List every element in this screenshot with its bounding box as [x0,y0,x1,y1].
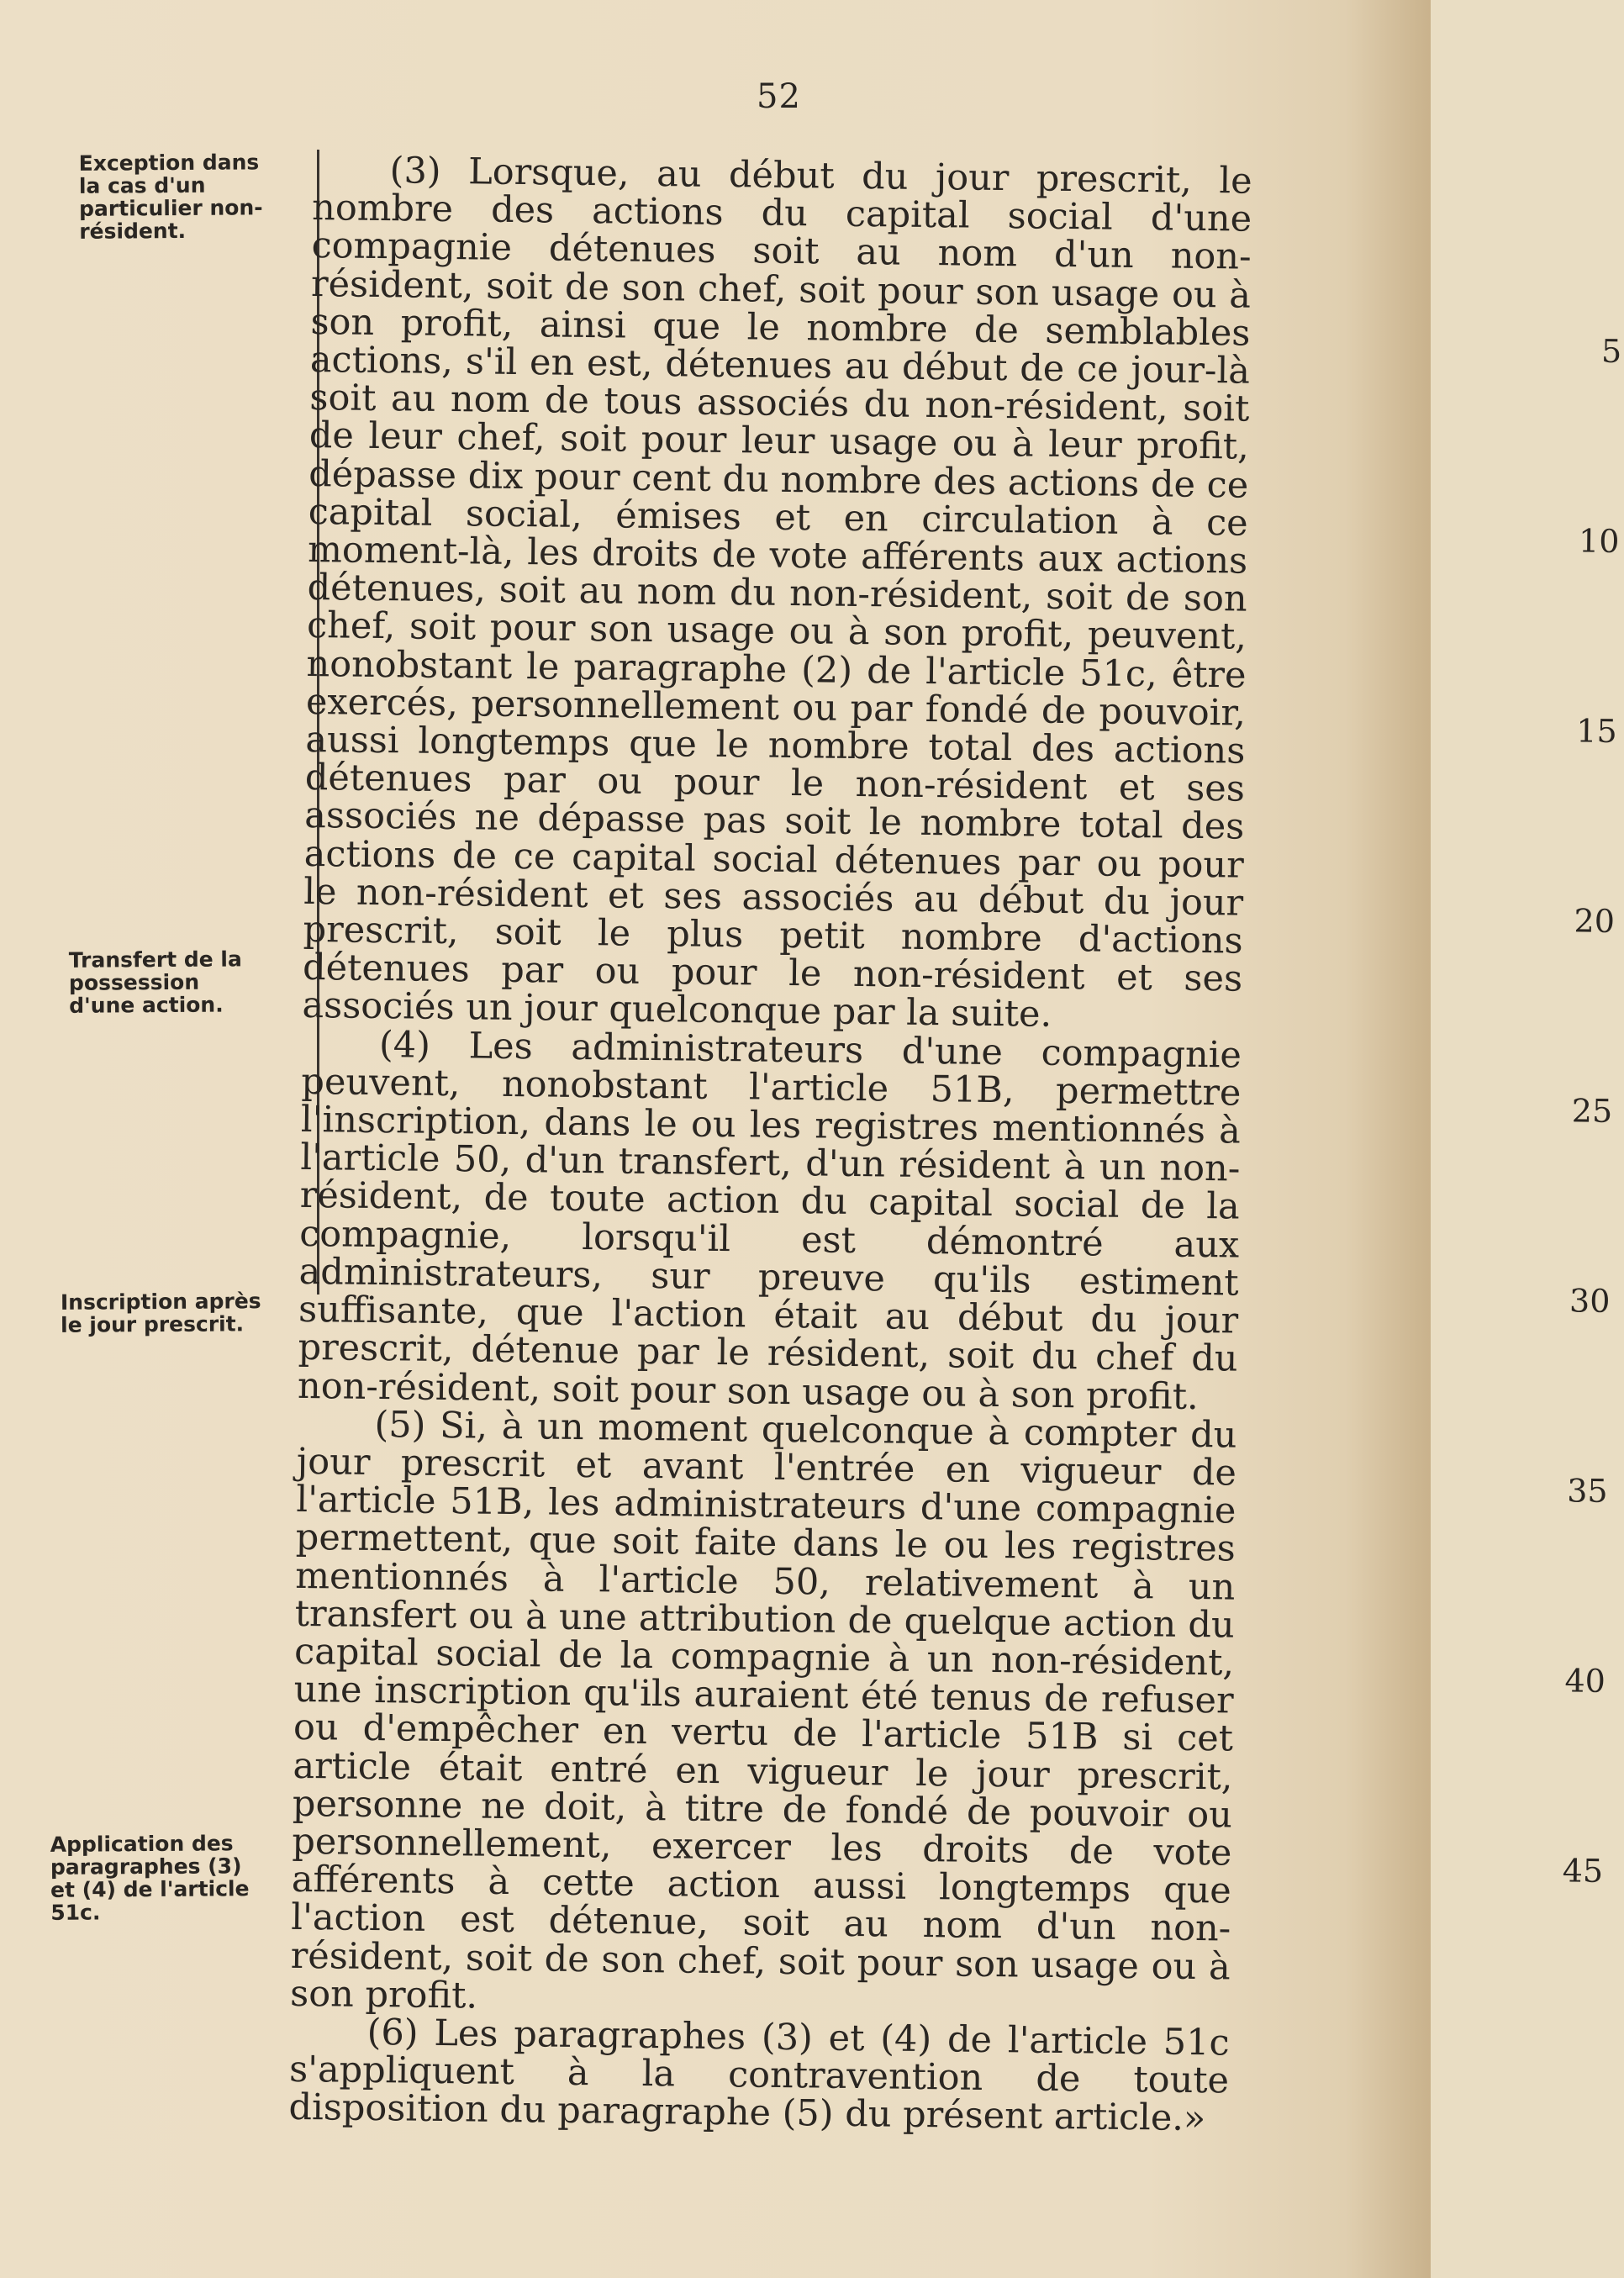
margin-note-inscription: Inscription après le jour prescrit. [60,1289,261,1337]
margin-note-application: Application des paragraphes (3) et (4) de l'article 51c. [50,1831,250,1925]
line-number: 30 [1569,1282,1611,1320]
paragraph-3: (3) Lorsque, au début du jour prescrit, le nombre des actions du capital social d'une compagnie détenues soit au nom d'un non-résident, soit de son chef, soit pour son usage ou à son profit, ainsi que le nombre de semblables actions, s'il en est, détenues au début de ce jour-là soit au nom de tous associés du non-résident, soit de leur chef, soit pour leur usage ou à leur profit, dépasse dix pour cent du nombre des actions de ce capital social, émises et en circulation à ce moment-là, les droits de vote afférents aux actions détenues, soit au nom du non-résident, soit de son chef, soit pour son usage ou à son profit, peuvent, nonobstant le paragraphe (2) de l'article 51c, être exercés, personnellement ou par fondé de pouvoir, aussi longtemps que le nombre total des actions détenues par ou pour le non-résident et ses associés ne dépasse pas soit le nombre total des actions de ce capital social détenues par ou pour le non-résident et ses associés au début du jour prescrit, soit le plus petit nombre d'actions détenues par ou pour le non-résident et ses associés un jour quelconque par la suite. [302,150,1252,1036]
line-number: 45 [1562,1852,1604,1890]
margin-note-exception: Exception dans la cas d'un particulier non-résident. [78,150,263,244]
line-number-column [1562,166,1624,1890]
margin-note-transfert: Transfert de la possession d'une action. [68,947,242,1018]
line-number: 5 [1600,332,1622,371]
line-number: 25 [1571,1092,1613,1130]
paragraph-5: (5) Si, à un moment quelconque à compter du jour prescrit et avant l'entrée en vigueur de l'article 51B, les administrateurs d'une compagnie permettent, que soit faite dans le ou les registres mentionnés à l'article 50, relativement à un transfert ou à une attribution de quelque action du capital social de la compagnie à un non-résident, une inscription qu'ils auraient été tenus de refuser ou d'empêcher en vertu de l'article 51B si cet article était entré en vigueur le jour prescrit, personne ne doit, à titre de fondé de pouvoir ou personnellement, exercer les droits de vote afférents à cette action aussi longtemps que l'action est détenue, soit au nom d'un non-résident, soit de son chef, soit pour son usage ou à son profit. [289,1403,1237,2017]
line-number: 35 [1567,1472,1608,1510]
page-number: 52 [757,77,801,116]
line-number: 40 [1564,1662,1606,1700]
line-number: 20 [1574,902,1616,940]
paragraph-6: (6) Les paragraphes (3) et (4) de l'article 51c s'appliquent à la contravention de toute disposition du paragraphe (5) du présent article.» [288,2011,1230,2140]
line-number: 10 [1578,522,1620,561]
line-number: 15 [1576,712,1617,751]
paragraph-4: (4) Les administrateurs d'une compagnie peuvent, nonobstant l'article 51B, permettre l'inscription, dans le ou les registres mentionnés à l'article 50, d'un transfert, d'un résident à un non-résident, de toute action du capital social de la compagnie, lorsqu'il est démontré aux administrateurs, sur preuve qu'ils estiment suffisante, que l'action était au début du jour prescrit, détenue par le résident, soit du chef du non-résident, soit pour son usage ou à son profit. [297,1023,1242,1418]
body-text [288,150,1622,2140]
